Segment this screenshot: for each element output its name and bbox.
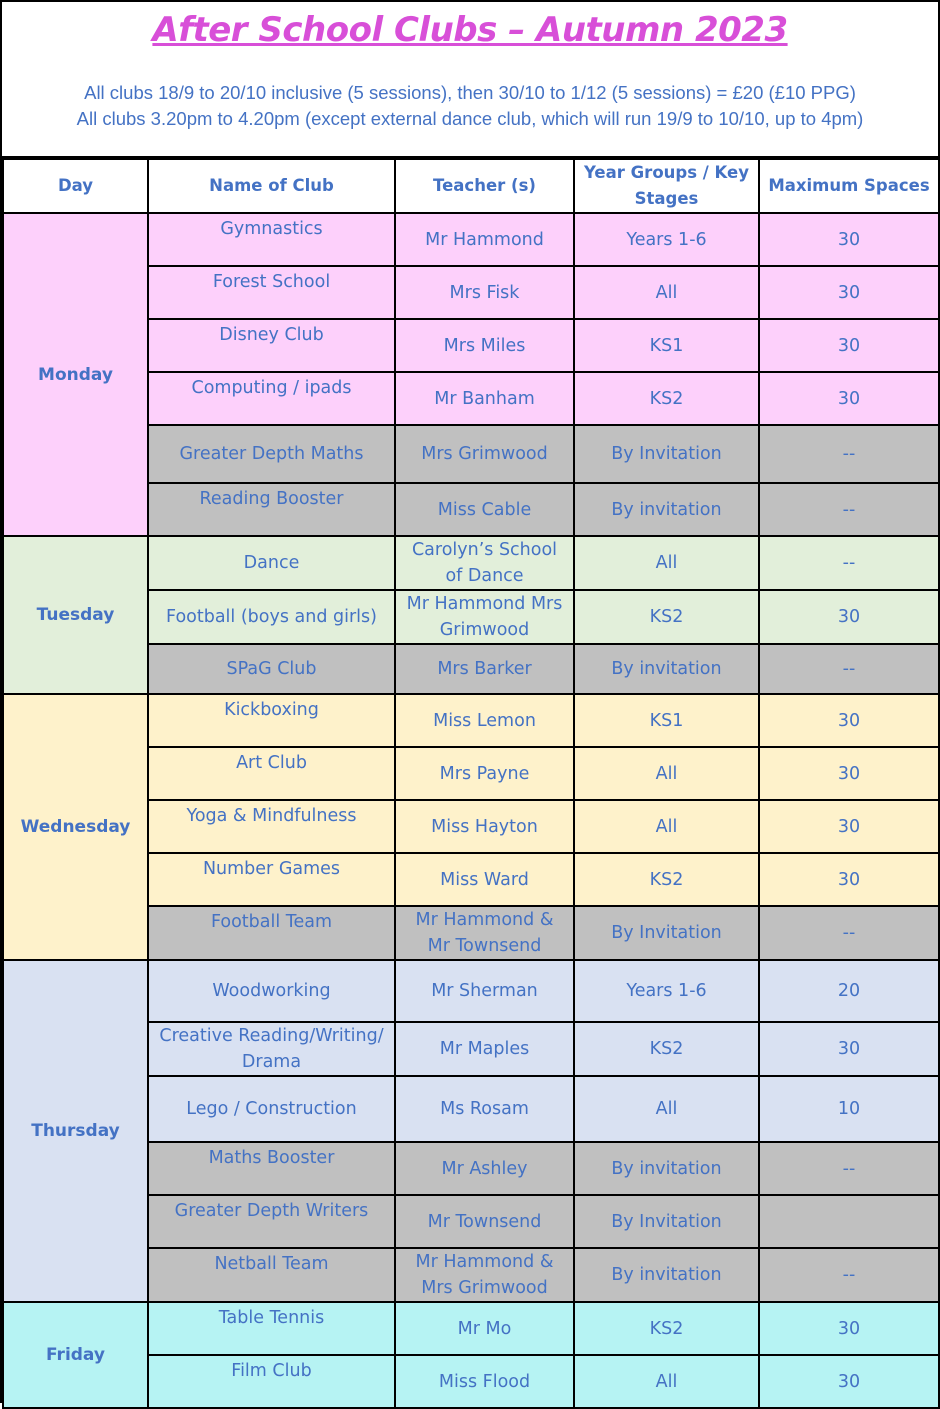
teacher-cell: Miss Hayton (395, 800, 574, 853)
table-header-row (3, 159, 939, 213)
year-groups-cell: Years 1-6 (574, 960, 759, 1022)
max-spaces-cell: 30 (759, 853, 939, 906)
teacher-cell: Mr Mo (395, 1302, 574, 1355)
column-header-club: Name of Club (148, 159, 395, 213)
table-row (3, 213, 939, 266)
year-groups-cell: By invitation (574, 1142, 759, 1195)
club-name-cell: Netball Team (148, 1248, 395, 1302)
day-cell-thursday: Thursday (3, 960, 148, 1302)
max-spaces-cell: -- (759, 483, 939, 536)
year-groups-cell: By Invitation (574, 1195, 759, 1248)
teacher-cell: Mrs Fisk (395, 266, 574, 319)
teacher-cell: Mrs Grimwood (395, 425, 574, 483)
teacher-cell: Mrs Barker (395, 644, 574, 694)
club-name-cell: Football (boys and girls) (148, 590, 395, 644)
max-spaces-cell: 30 (759, 319, 939, 372)
max-spaces-cell: 20 (759, 960, 939, 1022)
max-spaces-cell: -- (759, 425, 939, 483)
year-groups-cell: By invitation (574, 644, 759, 694)
max-spaces-cell: 30 (759, 266, 939, 319)
year-groups-cell: KS2 (574, 590, 759, 644)
max-spaces-cell: -- (759, 906, 939, 960)
header (2, 2, 938, 158)
day-cell-monday: Monday (3, 213, 148, 536)
column-header-day: Day (3, 159, 148, 213)
max-spaces-cell: 30 (759, 1022, 939, 1076)
club-name-cell: Dance (148, 536, 395, 590)
column-header-teacher: Teacher (s) (395, 159, 574, 213)
year-groups-cell: All (574, 1355, 759, 1408)
teacher-cell: Mr Hammond & Mr Townsend (395, 906, 574, 960)
times-note: All clubs 3.20pm to 4.20pm (except external dance club, which will run 19/9 to 10/10, up to 4pm) (76, 108, 864, 129)
max-spaces-cell: -- (759, 1248, 939, 1302)
teacher-cell: Miss Lemon (395, 694, 574, 747)
club-name-cell: Number Games (148, 853, 395, 906)
table-row (3, 536, 939, 590)
year-groups-cell: All (574, 800, 759, 853)
year-groups-cell: All (574, 747, 759, 800)
teacher-cell: Mrs Miles (395, 319, 574, 372)
club-name-cell: Disney Club (148, 319, 395, 372)
year-groups-cell: Years 1-6 (574, 213, 759, 266)
page-title: After School Clubs – Autumn 2023 (152, 10, 788, 50)
teacher-cell: Mr Sherman (395, 960, 574, 1022)
club-name-cell: Greater Depth Maths (148, 425, 395, 483)
teacher-cell: Mr Banham (395, 372, 574, 425)
table-row (3, 694, 939, 747)
year-groups-cell: KS2 (574, 1302, 759, 1355)
max-spaces-cell: -- (759, 644, 939, 694)
teacher-cell: Mr Hammond (395, 213, 574, 266)
year-groups-cell: KS1 (574, 694, 759, 747)
max-spaces-cell: -- (759, 1142, 939, 1195)
max-spaces-cell: -- (759, 536, 939, 590)
table-row (3, 960, 939, 1022)
max-spaces-cell: 30 (759, 694, 939, 747)
club-name-cell: Table Tennis (148, 1302, 395, 1355)
teacher-cell: Mrs Payne (395, 747, 574, 800)
day-cell-wednesday: Wednesday (3, 694, 148, 960)
clubs-table (2, 158, 940, 1409)
club-name-cell: SPaG Club (148, 644, 395, 694)
year-groups-cell: KS2 (574, 1022, 759, 1076)
club-name-cell: Greater Depth Writers (148, 1195, 395, 1248)
max-spaces-cell: 30 (759, 1355, 939, 1408)
club-name-cell: Gymnastics (148, 213, 395, 266)
day-cell-tuesday: Tuesday (3, 536, 148, 694)
teacher-cell: Carolyn’s School of Dance (395, 536, 574, 590)
club-name-cell: Art Club (148, 747, 395, 800)
column-header-years: Year Groups / Key Stages (574, 159, 759, 213)
year-groups-cell: All (574, 1076, 759, 1142)
club-name-cell: Woodworking (148, 960, 395, 1022)
day-cell-friday: Friday (3, 1302, 148, 1408)
teacher-cell: Miss Ward (395, 853, 574, 906)
club-name-cell: Lego / Construction (148, 1076, 395, 1142)
sessions-note: All clubs 18/9 to 20/10 inclusive (5 sessions), then 30/10 to 1/12 (5 sessions) = £20 (£10 PPG) (84, 82, 856, 103)
year-groups-cell: By invitation (574, 1248, 759, 1302)
table-body (3, 213, 939, 1408)
year-groups-cell: By invitation (574, 483, 759, 536)
teacher-cell: Mr Maples (395, 1022, 574, 1076)
club-name-cell: Creative Reading/Writing/ Drama (148, 1022, 395, 1076)
year-groups-cell: By Invitation (574, 906, 759, 960)
max-spaces-cell: 30 (759, 747, 939, 800)
teacher-cell: Mr Hammond & Mrs Grimwood (395, 1248, 574, 1302)
club-name-cell: Forest School (148, 266, 395, 319)
club-name-cell: Kickboxing (148, 694, 395, 747)
max-spaces-cell (759, 1195, 939, 1248)
teacher-cell: Mr Townsend (395, 1195, 574, 1248)
teacher-cell: Miss Flood (395, 1355, 574, 1408)
year-groups-cell: KS2 (574, 372, 759, 425)
teacher-cell: Ms Rosam (395, 1076, 574, 1142)
teacher-cell: Mr Ashley (395, 1142, 574, 1195)
teacher-cell: Mr Hammond Mrs Grimwood (395, 590, 574, 644)
max-spaces-cell: 10 (759, 1076, 939, 1142)
year-groups-cell: By Invitation (574, 425, 759, 483)
club-name-cell: Film Club (148, 1355, 395, 1408)
year-groups-cell: KS1 (574, 319, 759, 372)
club-name-cell: Football Team (148, 906, 395, 960)
max-spaces-cell: 30 (759, 372, 939, 425)
max-spaces-cell: 30 (759, 1302, 939, 1355)
column-header-spaces: Maximum Spaces (759, 159, 939, 213)
year-groups-cell: All (574, 536, 759, 590)
club-name-cell: Reading Booster (148, 483, 395, 536)
max-spaces-cell: 30 (759, 590, 939, 644)
teacher-cell: Miss Cable (395, 483, 574, 536)
year-groups-cell: All (574, 266, 759, 319)
club-name-cell: Yoga & Mindfulness (148, 800, 395, 853)
club-name-cell: Computing / ipads (148, 372, 395, 425)
table-row (3, 1302, 939, 1355)
year-groups-cell: KS2 (574, 853, 759, 906)
max-spaces-cell: 30 (759, 213, 939, 266)
max-spaces-cell: 30 (759, 800, 939, 853)
club-name-cell: Maths Booster (148, 1142, 395, 1195)
